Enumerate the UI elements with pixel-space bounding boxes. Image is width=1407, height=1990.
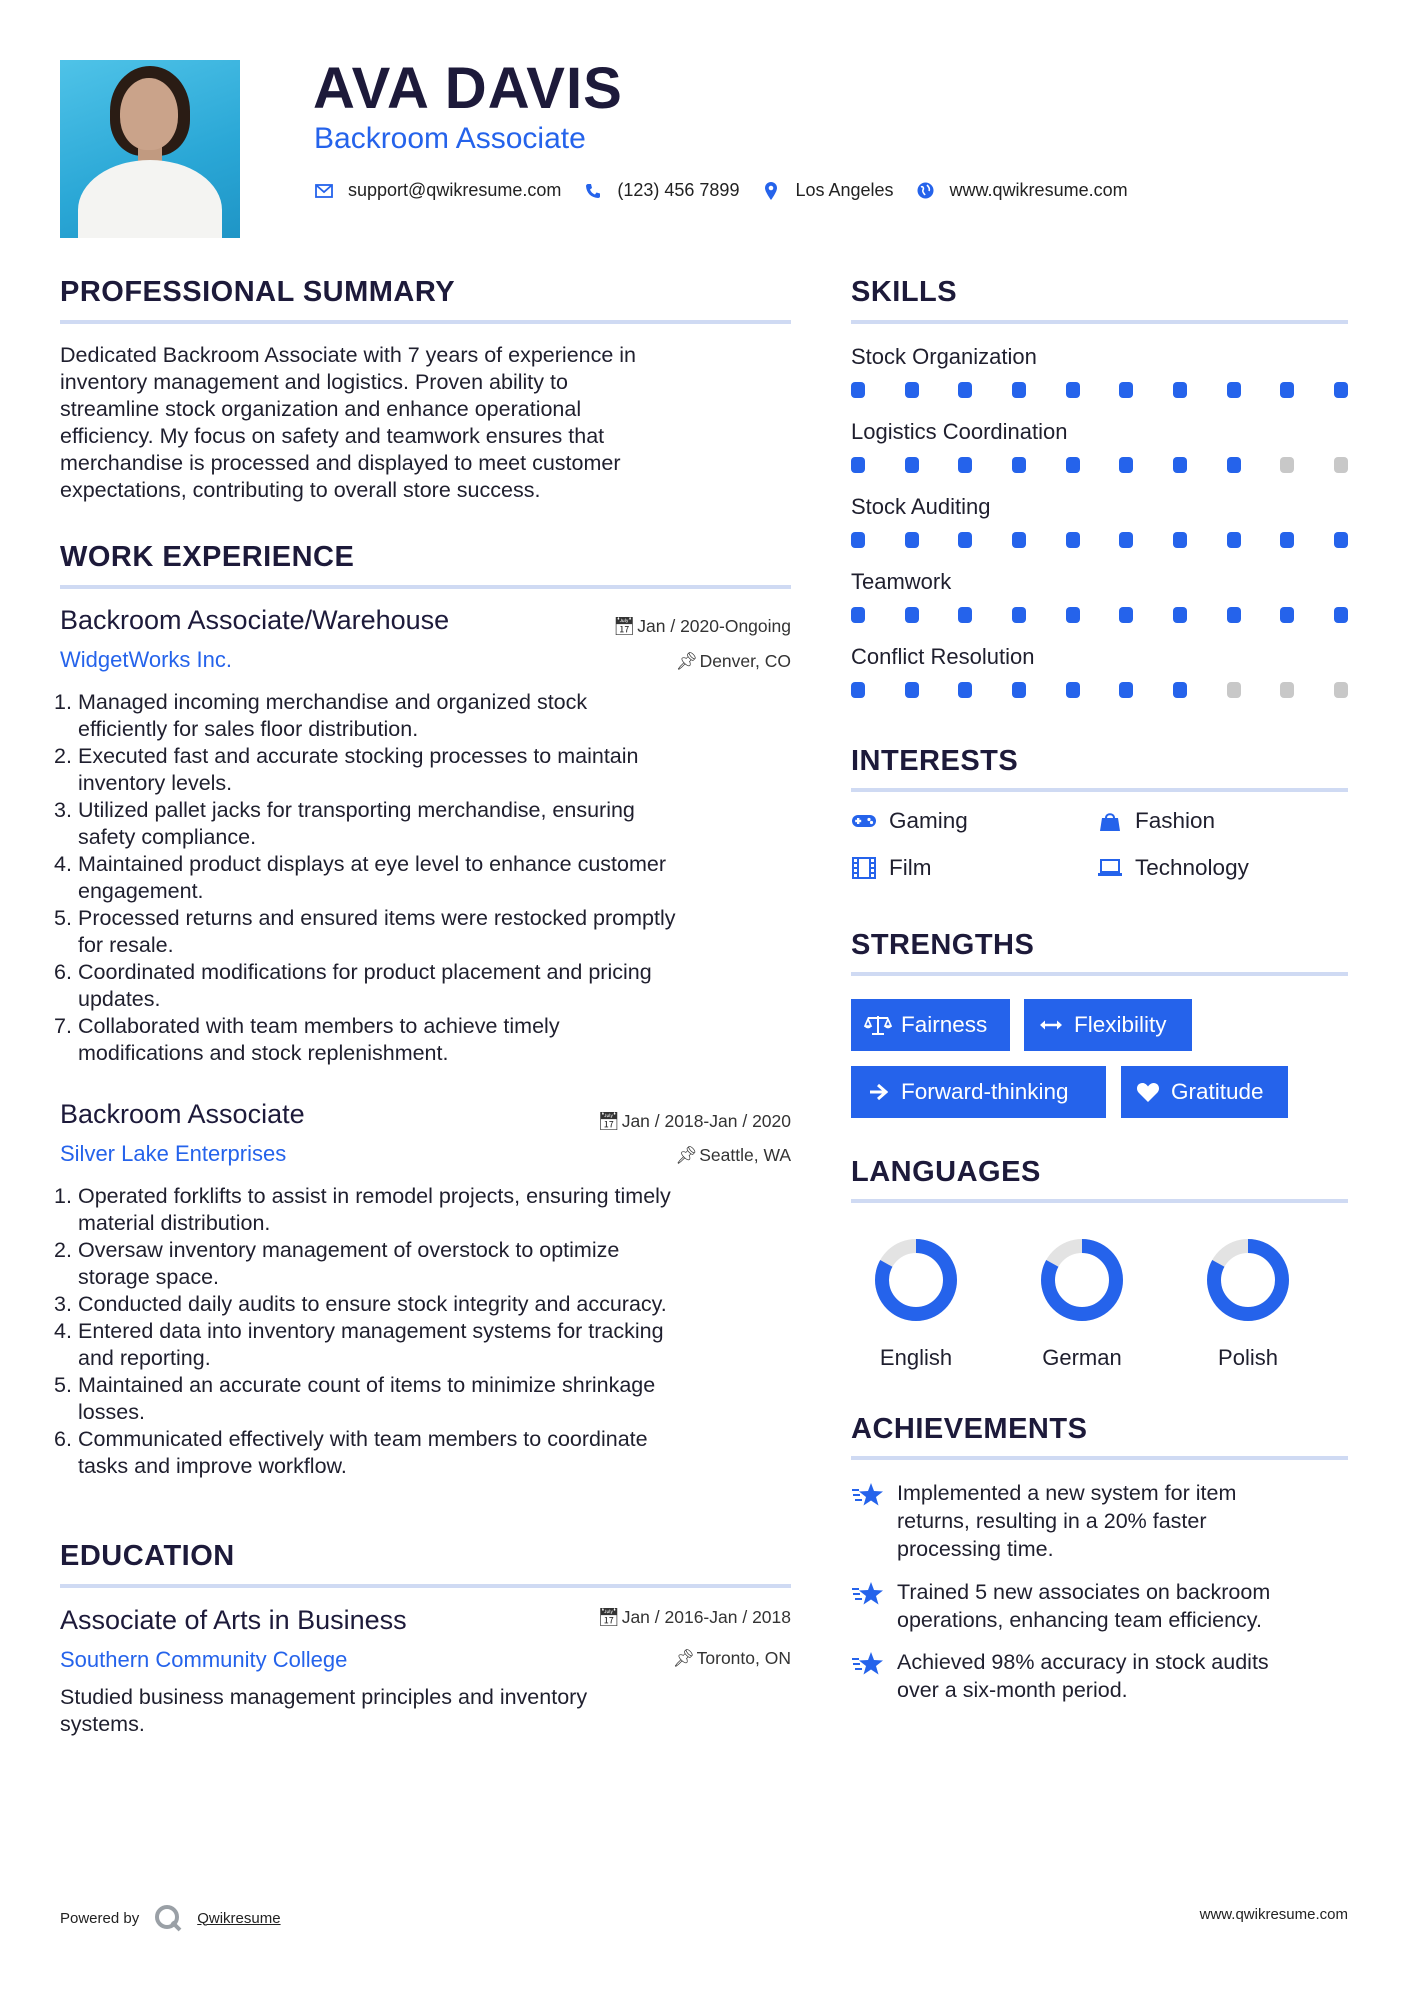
list-item: 5. Processed returns and ensured items were restocked promptly for resale.: [54, 906, 676, 957]
skill-dot-filled: [1227, 382, 1241, 398]
balance-scale-icon: [863, 1014, 893, 1036]
skill-dot-filled: [958, 532, 972, 548]
language-name: German: [1042, 1345, 1122, 1370]
gamepad-icon: [851, 810, 877, 832]
skill-dot-filled: [1119, 682, 1133, 698]
contact-email[interactable]: support@qwikresume.com: [348, 180, 562, 200]
skill-dot-filled: [1227, 457, 1241, 473]
list-item: 3. Conducted daily audits to ensure stock integrity and accuracy.: [54, 1292, 667, 1316]
skill-dot-filled: [1119, 457, 1133, 473]
skill-dot-empty: [1280, 682, 1294, 698]
list-item: 1. Managed incoming merchandise and organized stock efficiently for sales floor distribution.: [54, 690, 588, 741]
achievements-divider: [851, 1456, 1348, 1460]
skill-dot-filled: [1173, 457, 1187, 473]
heart-icon: [1133, 1081, 1163, 1103]
film-icon: [851, 857, 877, 879]
skill-name: Logistics Coordination: [851, 419, 1068, 444]
footer-powered-by: [60, 1903, 281, 1933]
education-heading: EDUCATION: [60, 1540, 235, 1572]
strengths-heading: STRENGTHS: [851, 929, 1035, 961]
skill-dot-filled: [1012, 607, 1026, 623]
list-item: 5. Maintained an accurate count of items to minimize shrinkage losses.: [54, 1373, 656, 1424]
arrow-right-icon: [863, 1083, 893, 1101]
arrows-horizontal-icon: [1036, 1018, 1066, 1032]
job-location: 📌︎ Denver, CO: [675, 651, 791, 671]
language-item: [851, 1237, 981, 1371]
list-item: 1. Operated forklifts to assist in remodel projects, ensuring timely material distribution.: [54, 1184, 671, 1235]
skill-dot-filled: [851, 607, 865, 623]
shopping-bag-icon: [1097, 810, 1123, 832]
skill-dot-filled: [1012, 457, 1026, 473]
footer-website[interactable]: www.qwikresume.com: [1199, 1906, 1348, 1923]
language-item: [1183, 1237, 1313, 1371]
skill-dot-filled: [905, 457, 919, 473]
list-item: 6. Communicated effectively with team members to coordinate tasks and improve workflow.: [54, 1427, 648, 1478]
skill-rating: [851, 607, 1348, 623]
pushpin-icon: 📌︎: [675, 651, 698, 671]
list-item: 4. Maintained product displays at eye level to enhance customer engagement.: [54, 852, 667, 903]
skill-dot-empty: [1280, 457, 1294, 473]
achievement-item: Implemented a new system for item returns, resulting in a 20% faster processing time.: [851, 1479, 1348, 1563]
language-name: Polish: [1218, 1345, 1278, 1370]
job-dates: 📅︎ Jan / 2018-Jan / 2020: [597, 1111, 791, 1131]
candidate-name: AVA DAVIS: [313, 56, 623, 121]
candidate-title: Backroom Associate: [314, 122, 586, 155]
education-divider: [60, 1584, 791, 1588]
list-item: 2. Oversaw inventory management of overstock to optimize storage space.: [54, 1238, 620, 1289]
interests-divider: [851, 788, 1348, 792]
contact-phone[interactable]: (123) 456 7899: [617, 180, 740, 200]
skill-name: Stock Auditing: [851, 494, 991, 519]
qwikresume-link[interactable]: Qwikresume: [197, 1909, 281, 1927]
contact-website[interactable]: www.qwikresume.com: [949, 180, 1128, 200]
job-title: Backroom Associate: [60, 1099, 305, 1129]
skill-dot-filled: [1173, 682, 1187, 698]
languages-divider: [851, 1199, 1348, 1203]
language-donut: [1039, 1237, 1125, 1323]
skill-rating: [851, 382, 1348, 398]
pushpin-icon: 📌︎: [672, 1648, 695, 1668]
skill-dot-filled: [851, 457, 865, 473]
calendar-icon: 📅︎: [597, 1111, 620, 1131]
achievement-item: Trained 5 new associates on backroom operations, enhancing team efficiency.: [851, 1578, 1348, 1634]
strength-chip: Fairness: [851, 999, 1010, 1051]
skill-dot-filled: [958, 607, 972, 623]
skill-dot-filled: [1173, 382, 1187, 398]
skill-name: Teamwork: [851, 569, 952, 594]
strength-chip: Forward-thinking: [851, 1066, 1106, 1118]
skill-dot-filled: [1280, 607, 1294, 623]
star-icon: [851, 1481, 885, 1507]
language-name: English: [879, 1345, 953, 1370]
skill-name: Stock Organization: [851, 344, 1037, 369]
skill-dot-filled: [1012, 682, 1026, 698]
skills-divider: [851, 320, 1348, 324]
skill-dot-filled: [1119, 382, 1133, 398]
language-donut: [873, 1237, 959, 1323]
skill-dot-filled: [1334, 532, 1348, 548]
interest-fashion: Fashion: [1097, 808, 1215, 834]
skill-name: Conflict Resolution: [851, 644, 1035, 669]
right-column: [851, 0, 1348, 1990]
list-item: 2. Executed fast and accurate stocking processes to maintain inventory levels.: [54, 744, 639, 795]
skill-dot-filled: [1280, 382, 1294, 398]
skill-dot-filled: [1066, 607, 1080, 623]
powered-by-label: Powered by: [60, 1909, 140, 1927]
strengths-divider: [851, 972, 1348, 976]
skill-dot-filled: [1119, 607, 1133, 623]
skill-dot-filled: [1119, 532, 1133, 548]
job-company: Silver Lake Enterprises: [60, 1141, 287, 1166]
skill-dot-filled: [1227, 532, 1241, 548]
skill-dot-filled: [1066, 532, 1080, 548]
pushpin-icon: 📌︎: [675, 1145, 698, 1165]
language-item: [1017, 1237, 1147, 1371]
summary-heading: PROFESSIONAL SUMMARY: [60, 276, 456, 308]
skill-dot-empty: [1227, 682, 1241, 698]
interest-gaming: Gaming: [851, 808, 968, 834]
skill-dot-filled: [905, 532, 919, 548]
skill-dot-filled: [958, 682, 972, 698]
experience-heading: WORK EXPERIENCE: [60, 541, 355, 573]
skill-dot-filled: [1012, 382, 1026, 398]
education-location: 📌︎ Toronto, ON: [672, 1648, 791, 1668]
summary-divider: [60, 320, 791, 324]
job-title: Backroom Associate/Warehouse: [60, 605, 450, 635]
skill-dot-filled: [958, 382, 972, 398]
qwikresume-logo-icon: [153, 1903, 183, 1933]
job-dates: 📅︎ Jan / 2020-Ongoing: [613, 616, 791, 636]
skill-dot-empty: [1334, 682, 1348, 698]
list-item: 7. Collaborated with team members to achieve timely modifications and stock replenishment.: [54, 1014, 560, 1065]
job-location: 📌︎ Seattle, WA: [675, 1145, 791, 1165]
left-column: [54, 0, 791, 1990]
skill-rating: [851, 532, 1348, 548]
job-company: WidgetWorks Inc.: [60, 647, 232, 672]
skill-dot-filled: [1066, 457, 1080, 473]
skill-dot-filled: [1173, 532, 1187, 548]
star-icon: [851, 1580, 885, 1606]
skill-dot-filled: [851, 682, 865, 698]
education-dates: 📅︎ Jan / 2016-Jan / 2018: [597, 1607, 791, 1627]
interest-film: Film: [851, 855, 931, 881]
list-item: 6. Coordinated modifications for product placement and pricing updates.: [54, 960, 652, 1011]
skill-dot-filled: [1334, 607, 1348, 623]
star-icon: [851, 1650, 885, 1676]
interest-technology: Technology: [1097, 855, 1249, 881]
skill-dot-filled: [958, 457, 972, 473]
strength-chip: Gratitude: [1121, 1066, 1288, 1118]
strength-chip: Flexibility: [1024, 999, 1192, 1051]
skill-dot-filled: [1280, 532, 1294, 548]
interests-heading: INTERESTS: [851, 745, 1019, 777]
list-item: 3. Utilized pallet jacks for transporting merchandise, ensuring safety compliance.: [54, 798, 635, 849]
achievements-heading: ACHIEVEMENTS: [851, 1413, 1088, 1445]
degree-title: Associate of Arts in Business: [60, 1605, 407, 1635]
skill-dot-filled: [905, 607, 919, 623]
skill-dot-filled: [1227, 607, 1241, 623]
skill-dot-filled: [851, 382, 865, 398]
school-name: Southern Community College: [60, 1647, 348, 1672]
laptop-icon: [1097, 857, 1123, 879]
achievement-item: Achieved 98% accuracy in stock audits over a six-month period.: [851, 1648, 1348, 1704]
skill-dot-filled: [1066, 682, 1080, 698]
languages-heading: LANGUAGES: [851, 1156, 1041, 1188]
job-bullets: [54, 1183, 791, 1480]
skill-dot-filled: [1066, 382, 1080, 398]
language-donut: [1205, 1237, 1291, 1323]
contact-location: Los Angeles: [795, 180, 894, 200]
calendar-icon: 📅︎: [613, 616, 636, 636]
list-item: 4. Entered data into inventory management systems for tracking and reporting.: [54, 1319, 664, 1370]
skill-rating: [851, 457, 1348, 473]
experience-divider: [60, 585, 791, 589]
education-description: Studied business management principles and inventory systems.: [60, 1685, 588, 1736]
skill-dot-filled: [1334, 382, 1348, 398]
skills-heading: SKILLS: [851, 276, 958, 308]
skill-rating: [851, 682, 1348, 698]
skill-dot-empty: [1334, 457, 1348, 473]
summary-text: Dedicated Backroom Associate with 7 years of experience in inventory management and logistics. Proven ability to streamline stock organization and enhance operational efficiency. My focus on safety and teamwork ensures that merchandise is processed and displayed to meet customer expectations, contributing to overall store success.: [60, 343, 637, 502]
skill-dot-filled: [905, 682, 919, 698]
skill-dot-filled: [851, 532, 865, 548]
calendar-icon: 📅︎: [597, 1607, 620, 1627]
skill-dot-filled: [1012, 532, 1026, 548]
skill-dot-filled: [905, 382, 919, 398]
job-bullets: [54, 689, 791, 1067]
skill-dot-filled: [1173, 607, 1187, 623]
